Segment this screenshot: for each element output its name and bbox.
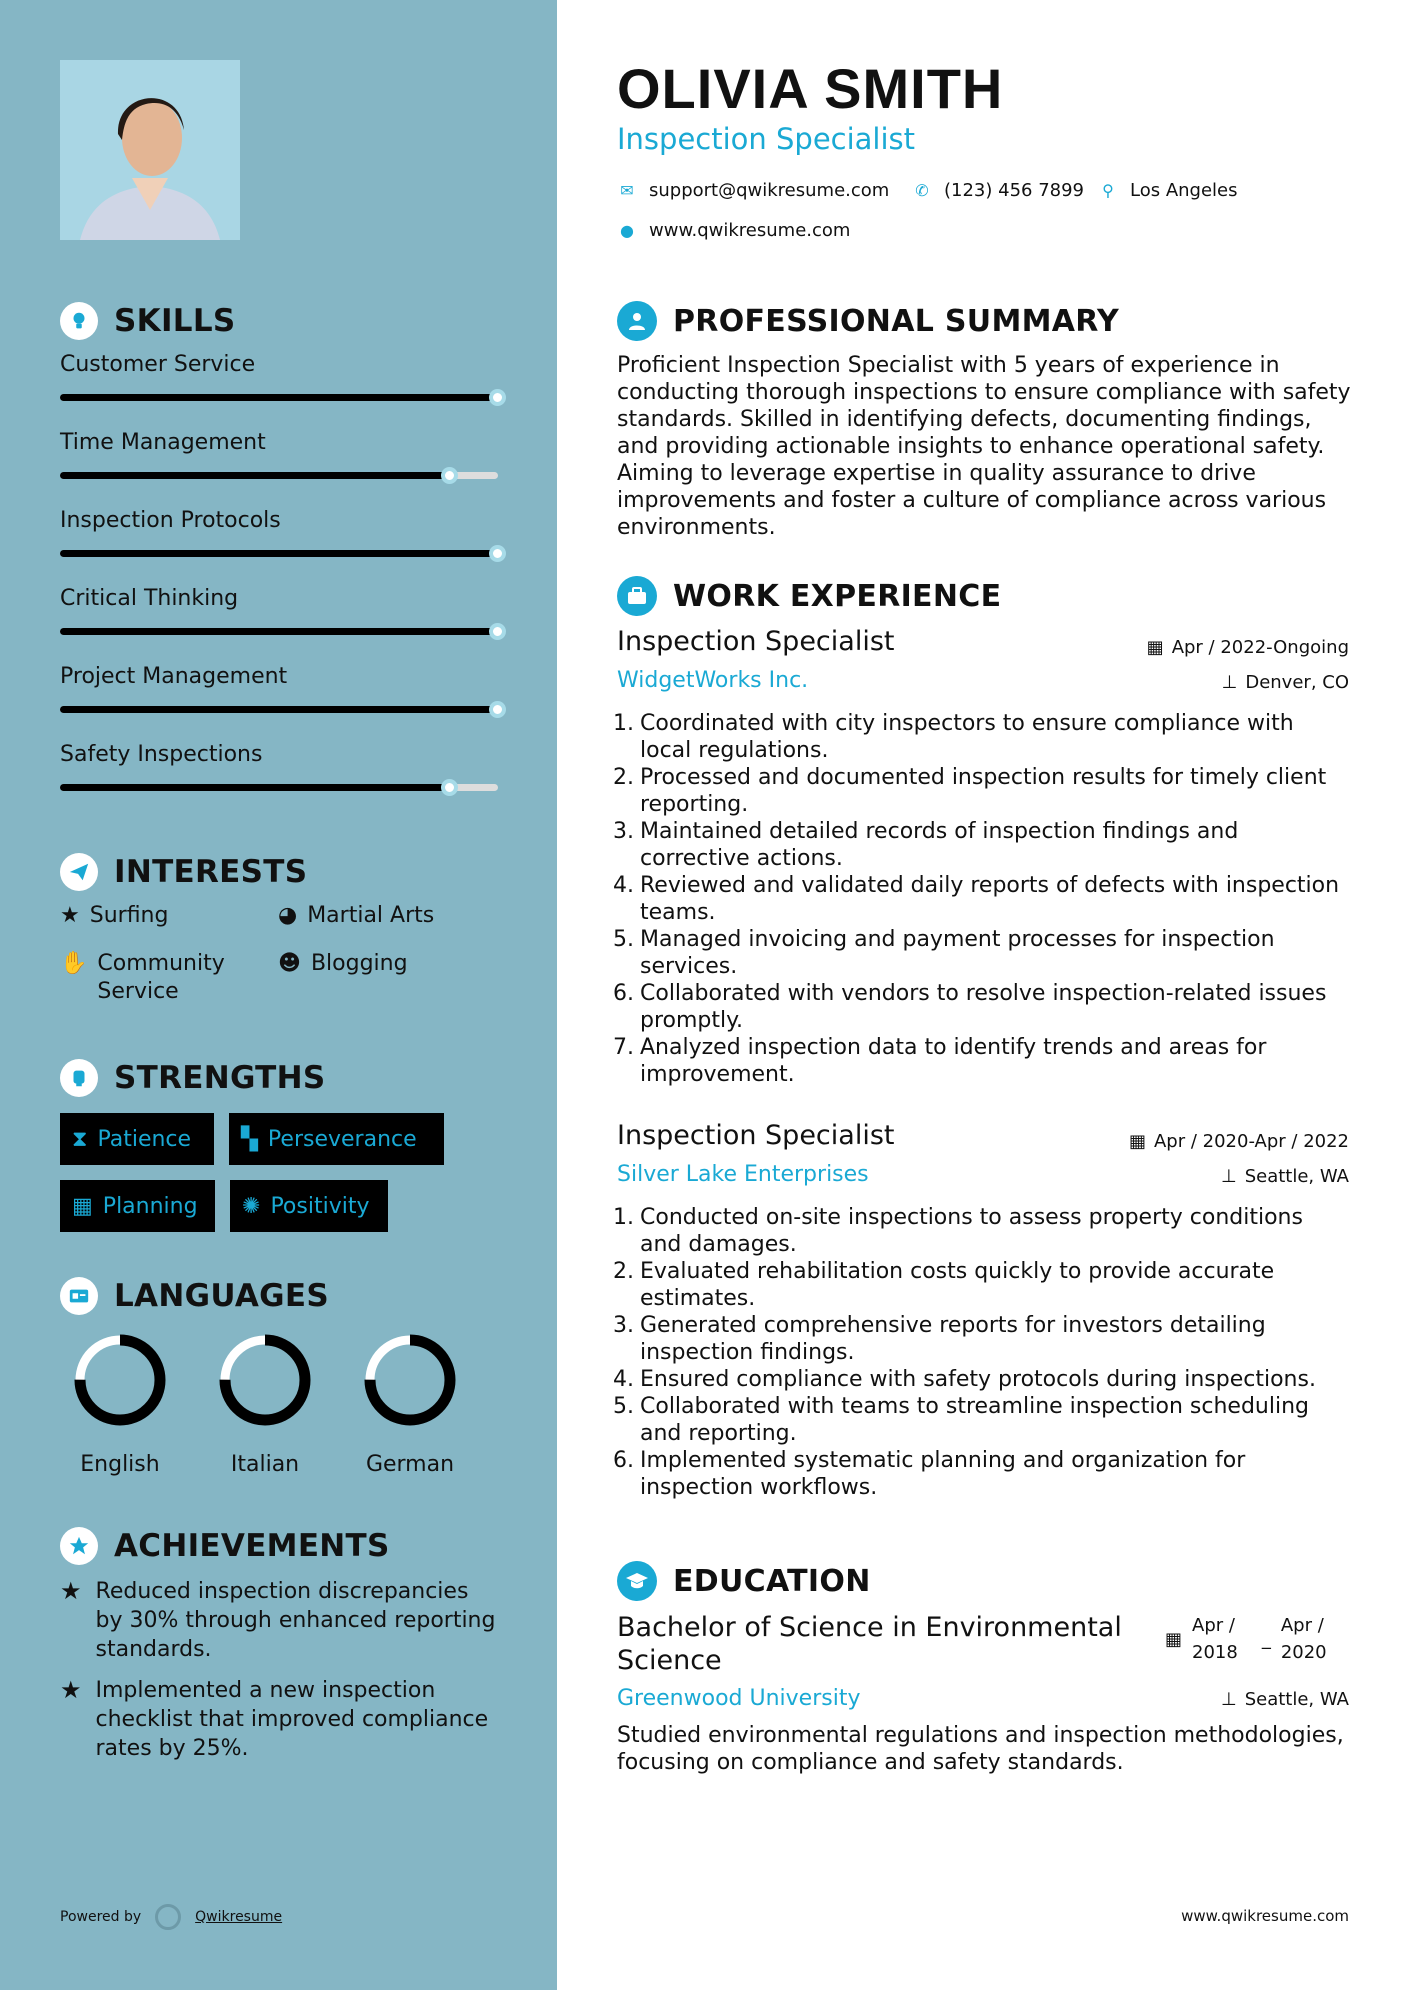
- language-level-ring: [72, 1332, 168, 1428]
- strength-badge: [229, 1113, 444, 1165]
- calendar-icon: ▦: [1146, 637, 1164, 658]
- bullet-text: Evaluated rehabilitation costs quickly to provide accurate estimates.: [640, 1259, 1275, 1311]
- job-dates-text: Apr / 2022-Ongoing: [1171, 637, 1349, 658]
- map-pin-icon: ⚲: [1102, 181, 1114, 200]
- strength-badge: [60, 1113, 214, 1165]
- bullet-text: Generated comprehensive reports for investors detailing inspection findings.: [640, 1313, 1266, 1365]
- end-month: Apr /: [1280, 1615, 1324, 1636]
- lightbulb-icon: [60, 302, 98, 340]
- envelope-icon: ✉: [620, 181, 634, 200]
- pushpin-icon: ⊥: [1221, 672, 1238, 693]
- bullet-number: 2.: [613, 1259, 634, 1284]
- language-label: Italian: [230, 1452, 300, 1477]
- skill-bar: [60, 472, 498, 479]
- profile-photo: [60, 60, 240, 240]
- languages-heading-text: LANGUAGES: [114, 1278, 329, 1314]
- bullet-number: 3.: [613, 1313, 634, 1338]
- powered-by-text: Powered by: [60, 1909, 142, 1925]
- qwikresume-logo-icon: [155, 1904, 181, 1930]
- education-location: [1221, 1689, 1349, 1710]
- job-bullet: [610, 1204, 1350, 1258]
- skill-bar: [60, 394, 498, 401]
- strengths-heading: [60, 1059, 325, 1097]
- job-bullets: [610, 710, 1350, 1088]
- job-bullet: [610, 818, 1350, 872]
- education-heading: [617, 1561, 871, 1601]
- start-month: Apr /: [1192, 1615, 1235, 1636]
- bullet-number: 2.: [613, 765, 634, 790]
- powered-by: [60, 1904, 282, 1930]
- strength-label: Planning: [102, 1193, 198, 1219]
- summary-heading: [617, 301, 1119, 341]
- language-card-icon: [60, 1277, 98, 1315]
- job-bullet: [610, 1447, 1350, 1501]
- strength-badge: [60, 1180, 215, 1232]
- skill-item: [60, 430, 500, 479]
- bullet-number: 4.: [613, 1367, 634, 1392]
- achievement-item: [60, 1577, 500, 1664]
- skill-bar-fill: [60, 472, 450, 479]
- users-icon: ☻: [278, 951, 301, 976]
- bullet-text: Managed invoicing and payment processes for inspection services.: [640, 927, 1275, 979]
- bullet-number: 1.: [613, 1205, 634, 1230]
- experience-heading-text: WORK EXPERIENCE: [673, 578, 1002, 614]
- bullet-text: Reviewed and validated daily reports of defects with inspection teams.: [640, 873, 1340, 925]
- interest-label: Community Service: [97, 951, 225, 1004]
- achievement-item: [60, 1676, 500, 1763]
- job-bullet: [610, 1258, 1350, 1312]
- sun-icon: ✺: [242, 1193, 261, 1219]
- education-end: [1281, 1612, 1327, 1666]
- bullet-number: 5.: [613, 927, 634, 952]
- job-company: Silver Lake Enterprises: [617, 1162, 869, 1187]
- calendar-icon: ▦: [1165, 1628, 1183, 1650]
- skill-bar: [60, 628, 498, 635]
- skill-bar-knob: [441, 779, 458, 796]
- skill-bar-fill: [60, 706, 498, 713]
- strength-badge: [230, 1180, 388, 1232]
- bullet-number: 5.: [613, 1394, 634, 1419]
- paper-plane-icon: [60, 853, 98, 891]
- skill-name: Inspection Protocols: [60, 508, 281, 533]
- bullet-number: 1.: [613, 711, 634, 736]
- skill-bar-knob: [489, 623, 506, 640]
- language-level-ring: [217, 1332, 313, 1428]
- language-label: German: [365, 1452, 455, 1477]
- interest-item: [60, 950, 250, 1006]
- skill-item: [60, 664, 500, 713]
- shooting-star-icon: ★: [60, 1676, 82, 1704]
- location-text: Los Angeles: [1130, 180, 1238, 201]
- skill-item: [60, 742, 500, 791]
- achievements-heading: [60, 1527, 390, 1565]
- language-item: [205, 1332, 325, 1477]
- job-bullet: [610, 926, 1350, 980]
- bullet-text: Implemented systematic planning and organization for inspection workflows.: [640, 1448, 1246, 1500]
- star-badge-icon: [60, 1527, 98, 1565]
- interests-heading: [60, 853, 307, 891]
- job-title: Inspection Specialist: [617, 626, 895, 657]
- contact-location: [1098, 180, 1238, 201]
- bullet-number: 7.: [613, 1035, 634, 1060]
- job-bullet: [610, 1312, 1350, 1366]
- skill-bar-knob: [441, 467, 458, 484]
- skill-item: [60, 508, 500, 557]
- experience-heading: [617, 576, 1001, 616]
- pushpin-icon: ⊥: [1221, 1689, 1237, 1710]
- skill-bar-fill: [60, 550, 498, 557]
- skill-item: [60, 352, 500, 401]
- interest-label: Martial Arts: [307, 903, 435, 928]
- skill-bar-knob: [489, 701, 506, 718]
- skill-name: Critical Thinking: [60, 586, 239, 611]
- bullet-text: Processed and documented inspection results for timely client reporting.: [640, 765, 1327, 817]
- job-bullet: [610, 710, 1350, 764]
- start-year: 2018: [1192, 1642, 1238, 1663]
- briefcase-icon: [617, 576, 657, 616]
- job-dates: [1147, 637, 1349, 658]
- job-bullet: [610, 1034, 1350, 1088]
- strengths-heading-text: STRENGTHS: [114, 1060, 326, 1096]
- calendar-icon: ▦: [72, 1193, 93, 1219]
- strength-label: Perseverance: [267, 1126, 417, 1152]
- footer-site[interactable]: www.qwikresume.com: [1181, 1907, 1349, 1925]
- skill-item: [60, 586, 500, 635]
- interest-label: Blogging: [310, 951, 408, 976]
- skills-heading: [60, 302, 236, 340]
- language-item: [60, 1332, 180, 1477]
- hand-icon: ✋: [60, 951, 88, 976]
- interest-item: [60, 902, 168, 930]
- bullet-text: Coordinated with city inspectors to ensure compliance with local regulations.: [640, 711, 1294, 763]
- email-text[interactable]: support@qwikresume.com: [649, 180, 890, 201]
- bullet-text: Maintained detailed records of inspection findings and corrective actions.: [640, 819, 1239, 871]
- skills-heading-text: SKILLS: [114, 303, 236, 339]
- shooting-star-icon: ★: [60, 1577, 82, 1605]
- skill-bar-fill: [60, 394, 498, 401]
- skill-bar: [60, 784, 498, 791]
- strength-label: Positivity: [270, 1193, 370, 1219]
- end-year: 2020: [1280, 1642, 1327, 1663]
- education-location-text: Seattle, WA: [1244, 1689, 1349, 1710]
- strength-label: Patience: [97, 1126, 192, 1152]
- job-bullets: [610, 1204, 1350, 1501]
- skill-name: Project Management: [60, 664, 288, 689]
- date-separator: _: [1261, 1628, 1271, 1650]
- job-dates: [1129, 1131, 1349, 1152]
- language-level-ring: [362, 1332, 458, 1428]
- job-company: WidgetWorks Inc.: [617, 668, 809, 693]
- language-label: English: [80, 1452, 160, 1477]
- job-bullet: [610, 872, 1350, 926]
- summary-heading-text: PROFESSIONAL SUMMARY: [673, 303, 1120, 339]
- language-item: [350, 1332, 470, 1477]
- sidebar: [0, 0, 557, 1990]
- job-location-text: Seattle, WA: [1244, 1166, 1349, 1187]
- interest-label: Surfing: [89, 903, 169, 928]
- bullet-number: 3.: [613, 819, 634, 844]
- skill-bar: [60, 550, 498, 557]
- languages-heading: [60, 1277, 329, 1315]
- bullet-text: Ensured compliance with safety protocols during inspections.: [640, 1367, 1316, 1392]
- job-location: [1222, 672, 1349, 693]
- education-start: [1192, 1612, 1238, 1666]
- job-bullet: [610, 764, 1350, 818]
- education-heading-text: EDUCATION: [673, 1563, 871, 1599]
- fist-icon: [60, 1059, 98, 1097]
- education-dates: [1165, 1612, 1327, 1666]
- skill-name: Safety Inspections: [60, 742, 263, 767]
- phone-icon: ✆: [915, 181, 929, 200]
- pushpin-icon: ⊥: [1221, 1166, 1237, 1187]
- globe-icon: ◕: [278, 903, 298, 928]
- interests-heading-text: INTERESTS: [114, 854, 308, 890]
- bullet-number: 6.: [613, 981, 634, 1006]
- degree-title: Bachelor of Science in Environmental Science: [617, 1612, 1122, 1676]
- bullet-text: Collaborated with teams to streamline inspection scheduling and reporting.: [640, 1394, 1309, 1446]
- binoculars-icon: ▚: [241, 1126, 258, 1152]
- qwikresume-link[interactable]: Qwikresume: [195, 1909, 283, 1925]
- job-bullet: [610, 980, 1350, 1034]
- bullet-text: Analyzed inspection data to identify trends and areas for improvement.: [640, 1035, 1267, 1087]
- skill-bar-fill: [60, 784, 450, 791]
- interest-item: [278, 902, 434, 930]
- candidate-title: Inspection Specialist: [617, 122, 916, 156]
- skill-bar-knob: [489, 545, 506, 562]
- globe-icon: ●: [620, 221, 634, 240]
- skill-name: Customer Service: [60, 352, 256, 377]
- user-icon: [617, 301, 657, 341]
- skill-bar: [60, 706, 498, 713]
- contact-email: [617, 180, 889, 201]
- skill-bar-fill: [60, 628, 498, 635]
- bullet-text: Conducted on-site inspections to assess property conditions and damages.: [640, 1205, 1303, 1257]
- graduation-cap-icon: [617, 1561, 657, 1601]
- achievement-text: Reduced inspection discrepancies by 30% through enhanced reporting standards.: [95, 1579, 496, 1662]
- calendar-icon: ▦: [1128, 1131, 1146, 1152]
- contact-website: [617, 220, 850, 241]
- job-location-text: Denver, CO: [1245, 672, 1349, 693]
- hourglass-icon: ⧗: [72, 1126, 88, 1152]
- job-dates-text: Apr / 2020-Apr / 2022: [1153, 1131, 1349, 1152]
- achievement-text: Implemented a new inspection checklist that improved compliance rates by 25%.: [95, 1678, 489, 1761]
- contact-phone: [912, 180, 1084, 201]
- bullet-text: Collaborated with vendors to resolve inspection-related issues promptly.: [640, 981, 1327, 1033]
- skill-bar-knob: [489, 389, 506, 406]
- website-text[interactable]: www.qwikresume.com: [649, 220, 851, 241]
- job-bullet: [610, 1366, 1350, 1393]
- interest-item: [278, 950, 408, 978]
- job-location: [1221, 1166, 1349, 1187]
- job-title: Inspection Specialist: [617, 1120, 895, 1151]
- achievements-heading-text: ACHIEVEMENTS: [114, 1528, 390, 1564]
- star-icon: ★: [60, 903, 80, 928]
- bullet-number: 4.: [613, 873, 634, 898]
- candidate-name: OLIVIA SMITH: [617, 57, 1004, 120]
- phone-text: (123) 456 7899: [944, 180, 1085, 201]
- summary-text: Proficient Inspection Specialist with 5 years of experience in conducting thorough inspections to ensure compliance with safety standards. Skilled in identifying defects, documenting findings, and providing actionable insights to enhance operational safety. Aiming to leverage expertise in quality assurance to drive improvements and foster a culture of compliance across various environments.: [617, 353, 1351, 540]
- job-bullet: [610, 1393, 1350, 1447]
- school-name: Greenwood University: [617, 1686, 861, 1711]
- bullet-number: 6.: [613, 1448, 634, 1473]
- skill-name: Time Management: [60, 430, 266, 455]
- education-description: Studied environmental regulations and inspection methodologies, focusing on compliance and safety standards.: [617, 1723, 1344, 1775]
